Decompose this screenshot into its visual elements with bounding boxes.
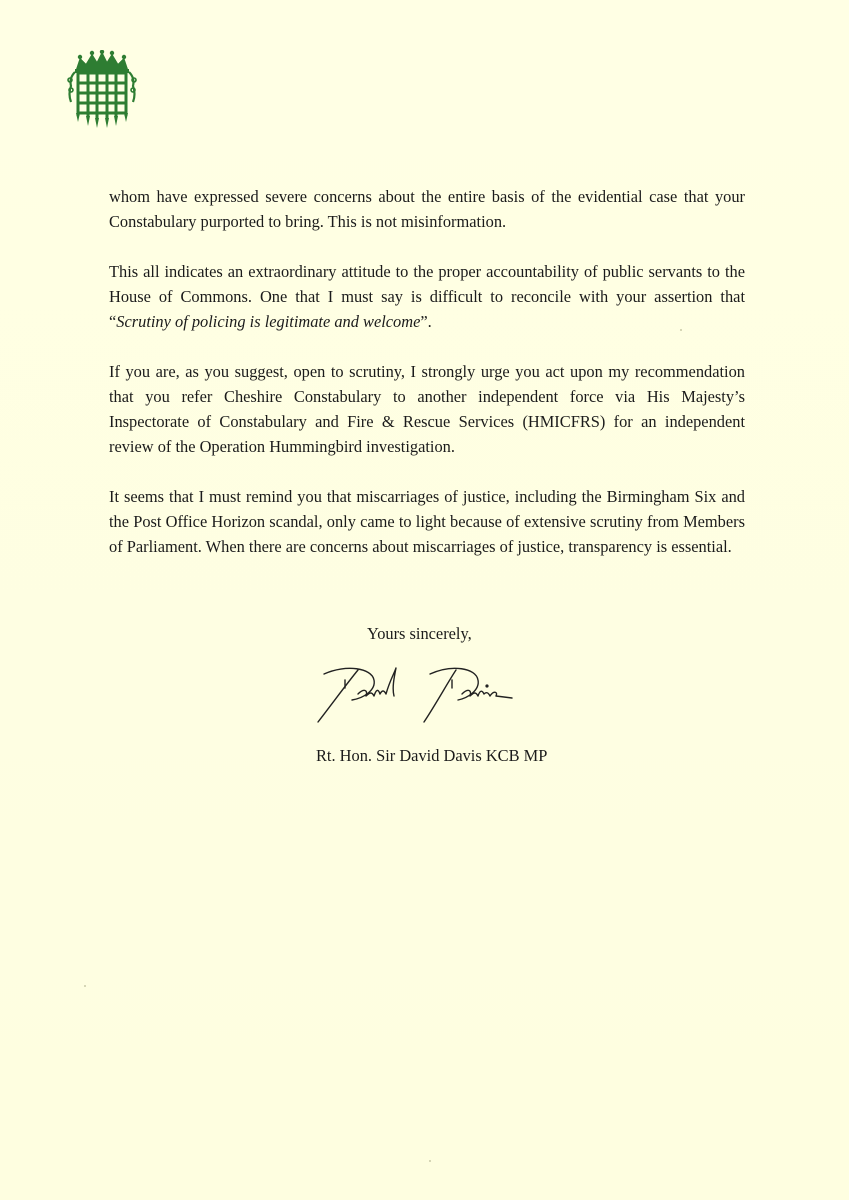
quoted-assertion: Scrutiny of policing is legitimate and welcome: [116, 312, 421, 331]
signer-name: Rt. Hon. Sir David Davis KCB MP: [316, 746, 548, 765]
letter-body: [109, 184, 745, 584]
paragraph-3: If you are, as you suggest, open to scrutiny, I strongly urge you act upon my recommendation that you refer Cheshire Constabulary to another independent force via His Majesty’s Inspectorate of Constabulary and Fire & Rescue Services (HMICFRS) for an independent review of the Operation Hummingbird investigation.: [109, 362, 745, 456]
closing-salutation: Yours sincerely,: [367, 624, 472, 643]
speck: [84, 985, 86, 987]
paragraph-2-end: ”.: [420, 312, 432, 331]
portcullis-icon: [66, 50, 138, 128]
speck: [429, 1160, 431, 1162]
signature: [312, 660, 542, 726]
paragraph-4: It seems that I must remind you that miscarriages of justice, including the Birmingham Six and the Post Office Horizon scandal, only came to light because of extensive scrutiny from Members of Parliament. When there are concerns about miscarriages of justice, transparency is essential.: [109, 487, 745, 556]
paragraph-2: [109, 259, 745, 334]
paragraph-1: whom have expressed severe concerns about the entire basis of the evidential case that your Constabulary purported to bring. This is not misinformation.: [109, 187, 745, 231]
paragraph-2-text: This all indicates an extraordinary attitude to the proper accountability of public servants to the House of Commons. One that I must say is difficult to reconcile with your assertion that “: [109, 262, 745, 331]
speck: [680, 329, 682, 331]
